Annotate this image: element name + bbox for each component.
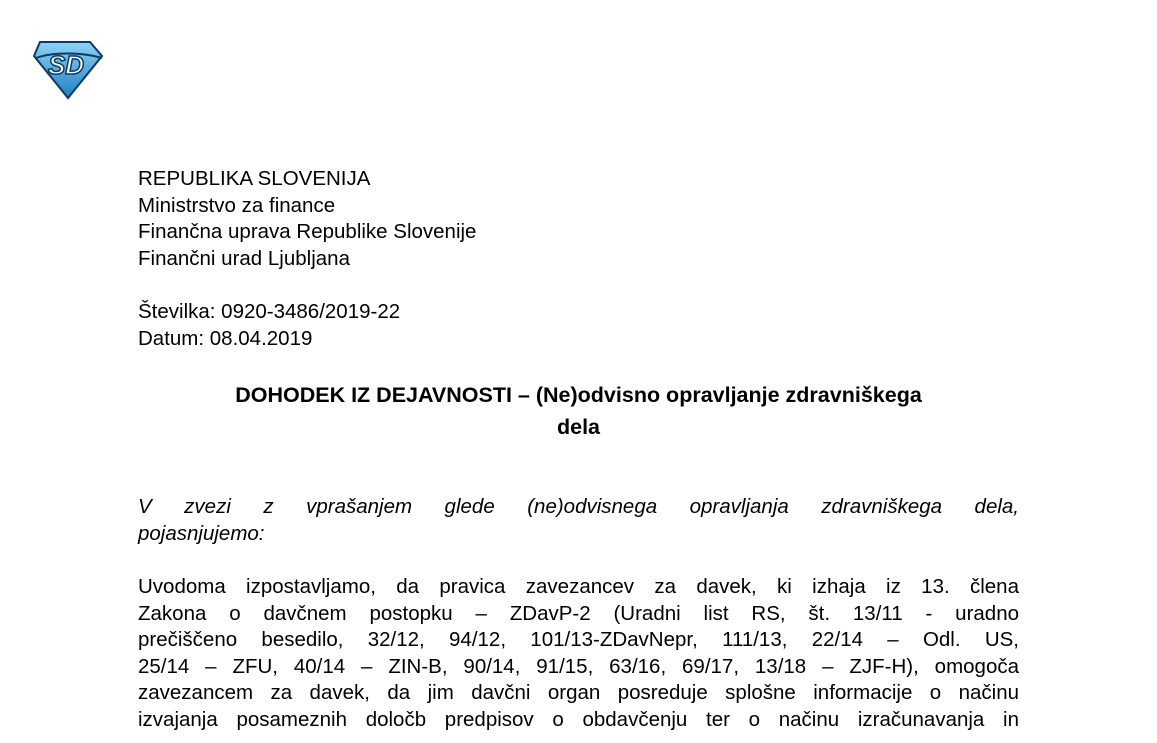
body-line: Zakona o davčnem postopku – ZDavP-2 (Uradni list RS, št. 13/11 - uradno (138, 601, 1019, 625)
body-paragraph (138, 574, 1019, 734)
intro-line: pojasnjujemo: (138, 521, 265, 545)
body-line: prečiščeno besedilo, 32/12, 94/12, 101/13-ZDavNepr, 111/13, 22/14 – Odl. US, (138, 628, 1019, 652)
document-meta (138, 299, 400, 352)
logo-emblem (32, 40, 104, 100)
logo-lettering: SD (47, 50, 85, 80)
title-line: dela (556, 415, 601, 439)
intro-line: V zvezi z vprašanjem glede (ne)odvisnega opravljanja zdravniškega dela, (138, 495, 1019, 518)
document-date: Datum: 08.04.2019 (138, 326, 313, 350)
title-line: DOHODEK IZ DEJAVNOSTI – (Ne)odvisno opravljanje zdravniškega (235, 383, 922, 407)
issuer-block (138, 166, 476, 272)
document-number: Številka: 0920-3486/2019-22 (138, 300, 401, 323)
financial-administration-logo (32, 40, 104, 100)
issuer-line: Ministrstvo za finance (138, 193, 336, 217)
issuer-line: Finančni urad Ljubljana (138, 246, 350, 270)
body-line: Uvodoma izpostavljamo, da pravica zavezancev za davek, ki izhaja iz 13. člena (138, 575, 1019, 598)
issuer-line: REPUBLIKA SLOVENIJA (138, 167, 371, 190)
body-line: zavezancem za davek, da jim davčni organ posreduje splošne informacije o načinu (138, 681, 1019, 705)
intro-paragraph (138, 494, 1019, 547)
issuer-line: Finančna uprava Republike Slovenije (138, 220, 477, 244)
body-line: izvajanja posameznih določb predpisov o obdavčenju ter o načinu izračunavanja in (138, 707, 1019, 731)
body-line: 25/14 – ZFU, 40/14 – ZIN-B, 90/14, 91/15, 63/16, 69/17, 13/18 – ZJF-H), omogoča (138, 654, 1019, 678)
document-title (138, 379, 1019, 443)
